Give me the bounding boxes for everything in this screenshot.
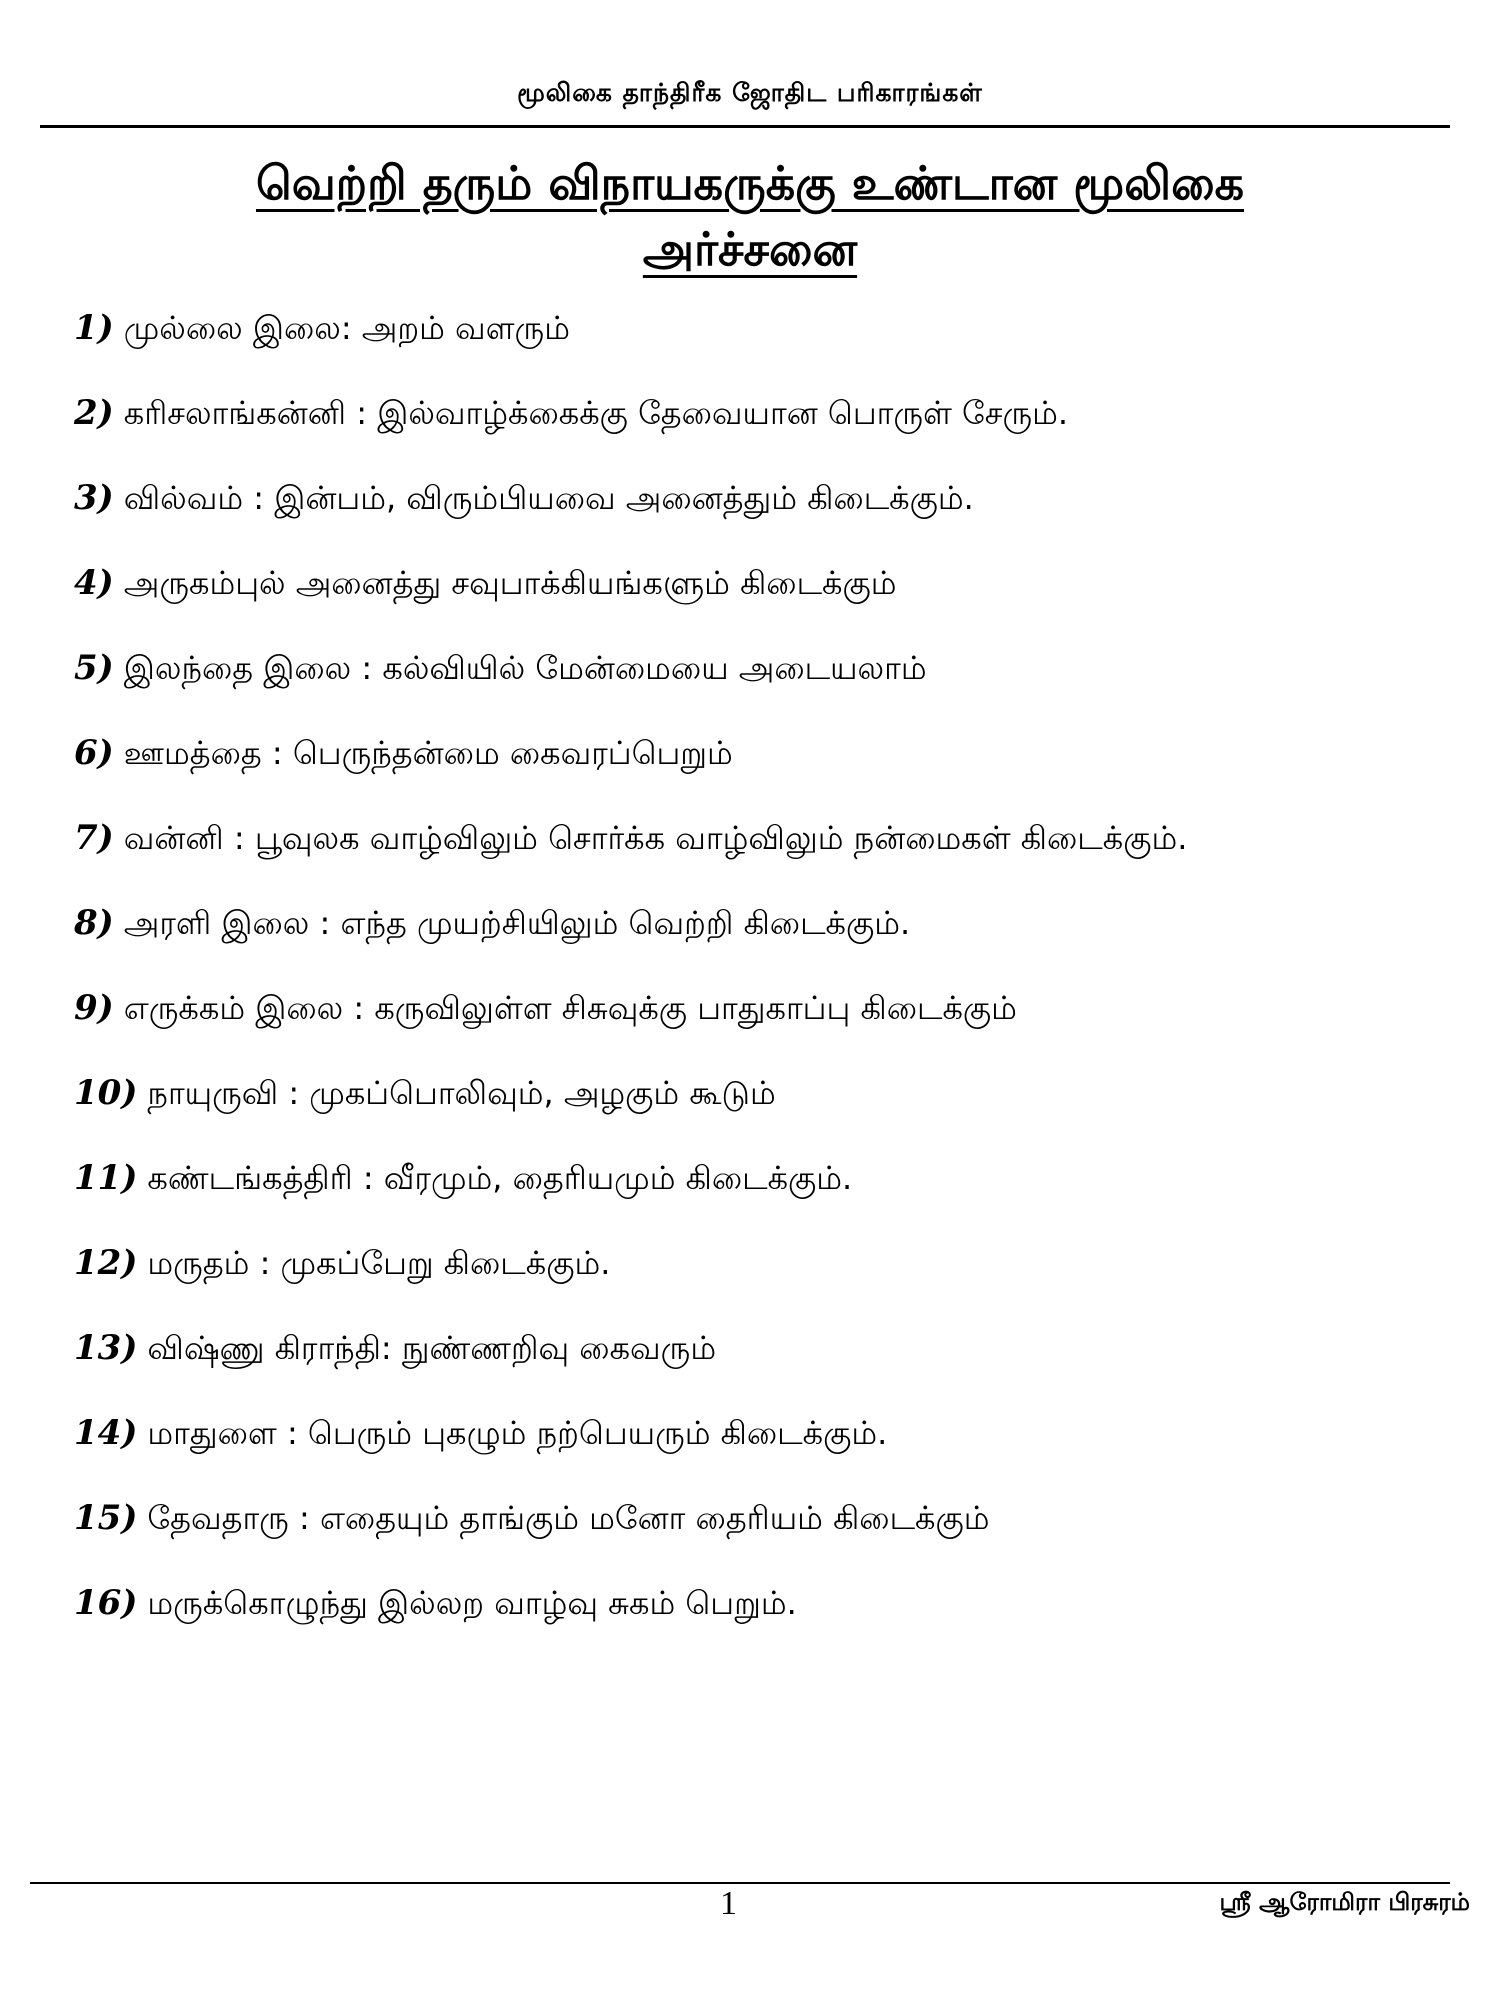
item-text: விஷ்ணு கிராந்தி: நுண்ணறிவு கைவரும்: [147, 1329, 717, 1367]
item-number: 1): [74, 308, 114, 348]
page-title-line-2: அர்ச்சனை: [642, 222, 858, 276]
footer-divider: [30, 1882, 1450, 1884]
item-number: 2): [74, 393, 114, 433]
list-item: [74, 895, 1474, 951]
publisher-name: ஸ்ரீ ஆரோமிரா பிரசுரம்: [1219, 1888, 1470, 1916]
item-number: 14): [74, 1413, 138, 1453]
page-title-line-1: வெற்றி தரும் விநாயகருக்கு உண்டான மூலிகை: [255, 156, 1245, 210]
list-item: [74, 1405, 1474, 1461]
list-item: [74, 725, 1474, 781]
list-item: [74, 1235, 1474, 1291]
item-number: 10): [74, 1073, 138, 1113]
item-text: முல்லை இலை: அறம் வளரும்: [123, 309, 570, 347]
item-text: அருகம்புல் அனைத்து சவுபாக்கியங்களும் கிடைக்கும்: [123, 564, 897, 602]
list-item: [74, 640, 1474, 696]
item-text: வன்னி : பூவுலக வாழ்விலும் சொர்க்க வாழ்விலும் நன்மைகள் கிடைக்கும்.: [123, 819, 1188, 857]
item-number: 8): [74, 903, 114, 943]
item-number: 7): [74, 818, 114, 858]
list-item: [74, 810, 1474, 866]
header-divider: [40, 125, 1450, 128]
item-number: 6): [74, 733, 114, 773]
list-item: [74, 300, 1474, 356]
item-text: எருக்கம் இலை : கருவிலுள்ள சிசுவுக்கு பாதுகாப்பு கிடைக்கும்: [123, 989, 1017, 1027]
running-header: மூலிகை தாந்திரீக ஜோதிட பரிகாரங்கள்: [517, 78, 983, 107]
item-text: மாதுளை : பெரும் புகழும் நற்பெயரும் கிடைக்கும்.: [147, 1414, 888, 1452]
page-number: 1: [720, 1885, 737, 1922]
item-number: 5): [74, 648, 114, 688]
item-text: வில்வம் : இன்பம், விரும்பியவை அனைத்தும் கிடைக்கும்.: [123, 479, 974, 517]
item-text: கண்டங்கத்திரி : வீரமும், தைரியமும் கிடைக்கும்.: [147, 1159, 853, 1197]
item-text: ஊமத்தை : பெருந்தன்மை கைவரப்பெறும்: [123, 734, 733, 772]
item-number: 15): [74, 1498, 138, 1538]
item-text: தேவதாரு : எதையும் தாங்கும் மனோ தைரியம் கிடைக்கும்: [147, 1499, 990, 1537]
herb-list: [74, 300, 1474, 1660]
list-item: [74, 980, 1474, 1036]
item-text: கரிசலாங்கன்னி : இல்வாழ்க்கைக்கு தேவையான பொருள் சேரும்.: [123, 394, 1069, 432]
list-item: [74, 1150, 1474, 1206]
list-item: [74, 1065, 1474, 1121]
item-text: மருக்கொழுந்து இல்லற வாழ்வு சுகம் பெறும்.: [147, 1584, 797, 1622]
item-number: 16): [74, 1583, 138, 1623]
item-number: 11): [74, 1158, 138, 1198]
list-item: [74, 555, 1474, 611]
title-block: [60, 150, 1440, 282]
item-text: நாயுருவி : முகப்பொலிவும், அழகும் கூடும்: [147, 1074, 776, 1112]
list-item: [74, 1575, 1474, 1631]
item-number: 9): [74, 988, 114, 1028]
list-item: [74, 385, 1474, 441]
item-text: இலந்தை இலை : கல்வியில் மேன்மையை அடையலாம்: [123, 649, 927, 687]
list-item: [74, 1490, 1474, 1546]
item-number: 13): [74, 1328, 138, 1368]
item-text: மருதம் : முகப்பேறு கிடைக்கும்.: [147, 1244, 611, 1282]
item-text: அரளி இலை : எந்த முயற்சியிலும் வெற்றி கிடைக்கும்.: [123, 904, 911, 942]
item-number: 4): [74, 563, 114, 603]
item-number: 3): [74, 478, 114, 518]
list-item: [74, 470, 1474, 526]
item-number: 12): [74, 1243, 138, 1283]
list-item: [74, 1320, 1474, 1376]
